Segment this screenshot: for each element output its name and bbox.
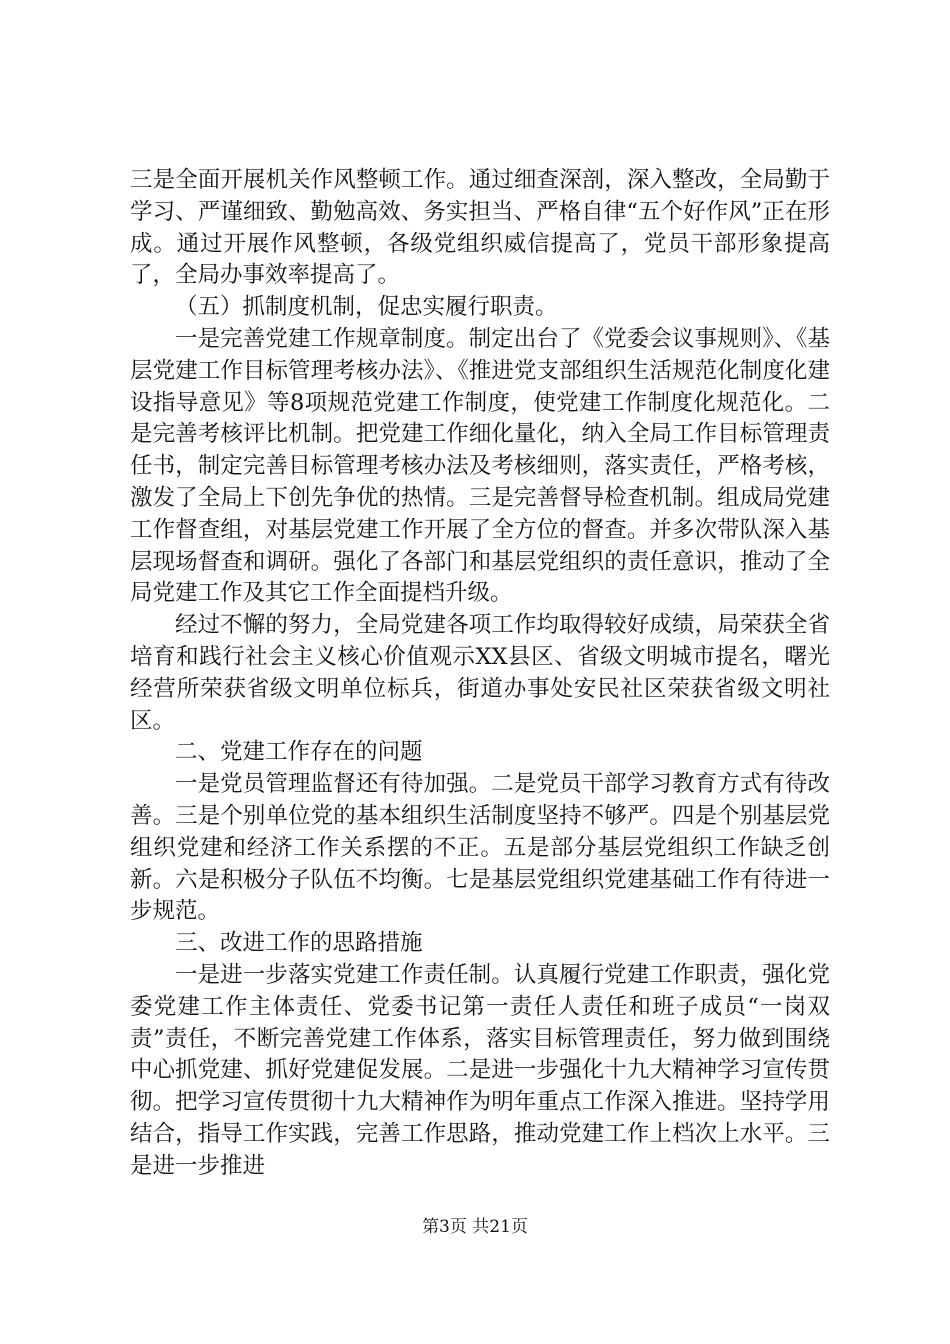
section-heading-two: 二、党建工作存在的问题 <box>175 739 423 766</box>
document-body <box>130 165 830 1183</box>
paragraph-8: 一是进一步落实党建工作责任制。认真履行党建工作职责，强化党委党建工作主体责任、党委书记第一责任人责任和班子成员“一岗双责”责任，不断完善党建工作体系，落实目标管理责任，努力做到围绕中心抓党建、抓好党建促发展。二是进一步强化十九大精神学习宣传贯彻。把学习宣传贯彻十九大精神作为明年重点工作深入推进。坚持学用结合，指导工作实践，完善工作思路，推动党建工作上档次上水平。三是进一步推进 <box>130 961 830 1179</box>
page-footer: 第3页 共21页 <box>422 1217 528 1237</box>
section-heading-three: 三、改进工作的思路措施 <box>175 930 423 957</box>
section-heading-five: （五）抓制度机制，促忠实履行职责。 <box>175 294 558 321</box>
paragraph-3: 一是完善党建工作规章制度。制定出台了《党委会议事规则》、《基层党建工作目标管理考核办法》、《推进党支部组织生活规范化制度化建设指导意见》等8项规范党建工作制度，使党建工作制度化规范化。二是完善考核评比机制。把党建工作细化量化，纳入全局工作目标管理责任书，制定完善目标管理考核办法及考核细则，落实责任，严格考核，激发了全局上下创先争优的热情。三是完善督导检查机制。组成局党建工作督查组，对基层党建工作开展了全方位的督查。并多次带队深入基层现场督查和调研。强化了各部门和基层党组织的责任意识，推动了全局党建工作及其它工作全面提档升级。 <box>130 325 830 607</box>
paragraph-6: 一是党员管理监督还有待加强。二是党员干部学习教育方式有待改善。三是个别单位党的基本组织生活制度坚持不够严。四是个别基层党组织党建和经济工作关系摆的不正。五是部分基层党组织工作缺乏创新。六是积极分子队伍不均衡。七是基层党组织党建基础工作有待进一步规范。 <box>130 771 830 925</box>
paragraph-4: 经过不懈的努力，全局党建各项工作均取得较好成绩，局荣获全省培育和践行社会主义核心价值观示XX县区、省级文明城市提名，曙光经营所荣获省级文明单位标兵，街道办事处安民社区荣获省级文明社区。 <box>130 612 830 734</box>
paragraph-1: 三是全面开展机关作风整顿工作。通过细查深剖，深入整改，全局勤于学习、严谨细致、勤勉高效、务实担当、严格自律“五个好作风”正在形成。通过开展作风整顿，各级党组织威信提高了，党员干部形象提高了，全局办事效率提高了。 <box>130 167 830 289</box>
